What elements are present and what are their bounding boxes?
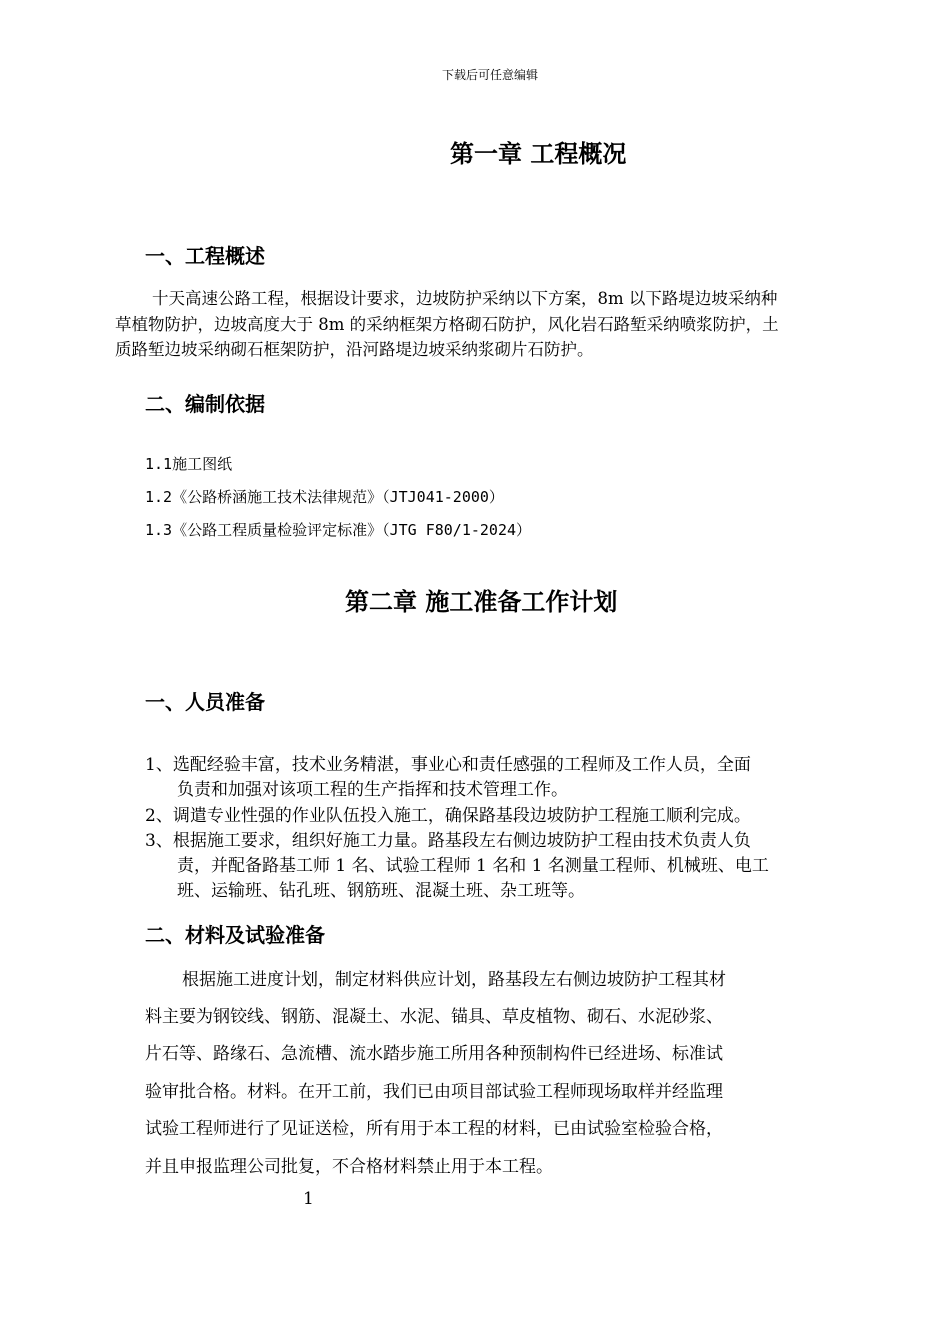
materials-line: 根据施工进度计划，制定材料供应计划，路基段左右侧边坡防护工程其材 — [182, 970, 726, 990]
overview-paragraph-line: 质路堑边坡采纳砌石框架防护，沿河路堤边坡采纳浆砌片石防护。 — [115, 340, 594, 359]
materials-line: 料主要为钢铰线、钢筋、混凝土、水泥、锚具、草皮植物、砌石、水泥砂浆、 — [145, 1007, 723, 1027]
materials-line: 试验工程师进行了见证送检，所有用于本工程的材料，已由试验室检验合格， — [145, 1119, 723, 1139]
chapter-2-title: 第二章 施工准备工作计划 — [345, 588, 618, 616]
personnel-line: 2、调遣专业性强的作业队伍投入施工，确保路基段边坡防护工程施工顺利完成。 — [145, 806, 751, 826]
materials-line: 片石等、路缘石、急流槽、流水踏步施工所用各种预制构件已经进场、标准试 — [145, 1044, 723, 1064]
section-personnel-heading: 一、人员准备 — [145, 690, 265, 714]
overview-paragraph-line: 十天高速公路工程，根据设计要求，边坡防护采纳以下方案，8m 以下路堤边坡采纳种 — [152, 289, 778, 308]
section-materials-heading: 二、材料及试验准备 — [145, 923, 325, 947]
personnel-line: 责，并配备路基工师 1 名、试验工程师 1 名和 1 名测量工程师、机械班、电工 — [177, 856, 769, 876]
basis-list-item: 1.1施工图纸 — [145, 455, 233, 473]
personnel-line: 班、运输班、钻孔班、钢筋班、混凝土班、杂工班等。 — [177, 881, 585, 901]
personnel-line: 3、根据施工要求，组织好施工力量。路基段左右侧边坡防护工程由技术负责人负 — [145, 831, 751, 851]
personnel-line: 负责和加强对该项工程的生产指挥和技术管理工作。 — [177, 780, 568, 800]
basis-list-item: 1.2《公路桥涵施工技术法律规范》（JTJ041-2000） — [145, 488, 504, 506]
materials-line: 并且申报监理公司批复，不合格材料禁止用于本工程。 — [145, 1157, 553, 1177]
materials-line: 验审批合格。材料。在开工前，我们已由项目部试验工程师现场取样并经监理 — [145, 1082, 723, 1102]
section-basis-heading: 二、编制依据 — [145, 392, 265, 416]
overview-paragraph-line: 草植物防护，边坡高度大于 8m 的采纳框架方格砌石防护，风化岩石路堑采纳喷浆防护，土 — [115, 315, 779, 334]
basis-list-item: 1.3《公路工程质量检验评定标准》（JTG F80/1-2024） — [145, 521, 532, 539]
chapter-1-title: 第一章 工程概况 — [450, 140, 627, 168]
personnel-line: 1、选配经验丰富，技术业务精湛，事业心和责任感强的工程师及工作人员，全面 — [145, 755, 751, 775]
header-note: 下载后可任意编辑 — [441, 68, 538, 82]
page-number: 1 — [303, 1189, 314, 1209]
section-overview-heading: 一、工程概述 — [145, 244, 265, 268]
